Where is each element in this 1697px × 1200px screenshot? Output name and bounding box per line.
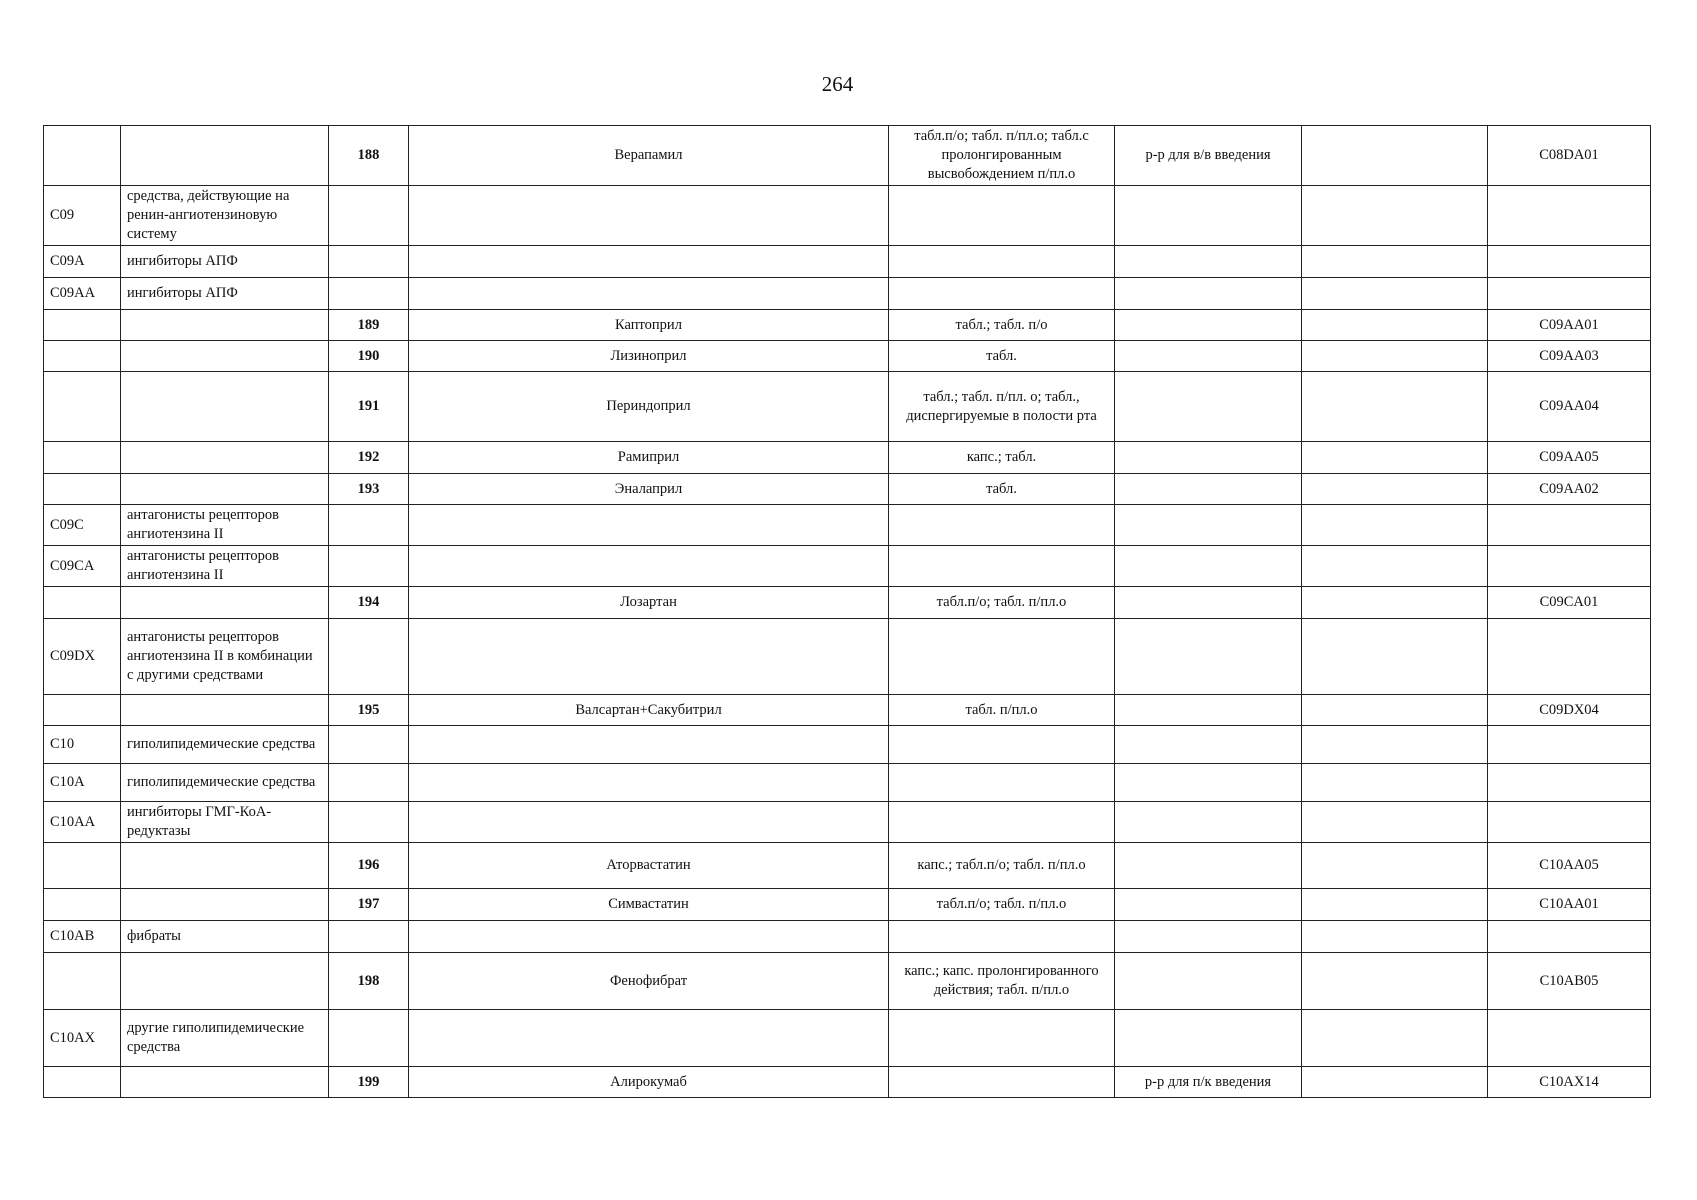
drug-name-cell: Периндоприл <box>409 372 889 442</box>
extra-cell <box>1302 764 1488 802</box>
category-name-cell: антагонисты рецепторов ангиотензина II в комбинации с другими средствами <box>121 619 329 695</box>
drug-name-cell: Симвастатин <box>409 889 889 921</box>
atc-code-cell: C10AA05 <box>1488 843 1651 889</box>
dosage-form-cell: табл. п/пл.о <box>889 695 1115 726</box>
category-name-cell: средства, действующие на ренин-ангиотензиновую систему <box>121 186 329 246</box>
table-row <box>44 474 1651 505</box>
category-name-cell: фибраты <box>121 921 329 953</box>
table-row <box>44 186 1651 246</box>
table-row <box>44 1010 1651 1067</box>
item-number-cell <box>329 186 409 246</box>
atc-code-cell <box>1488 726 1651 764</box>
item-number-cell <box>329 764 409 802</box>
category-code-cell <box>44 442 121 474</box>
dosage-form-cell <box>889 546 1115 587</box>
category-name-cell: ингибиторы ГМГ-КоА-редуктазы <box>121 802 329 843</box>
extra-cell <box>1302 372 1488 442</box>
injection-form-cell <box>1115 546 1302 587</box>
drug-name-cell <box>409 186 889 246</box>
extra-cell <box>1302 505 1488 546</box>
dosage-form-cell: табл. <box>889 341 1115 372</box>
drug-name-cell: Алирокумаб <box>409 1067 889 1098</box>
injection-form-cell <box>1115 953 1302 1010</box>
injection-form-cell <box>1115 802 1302 843</box>
item-number-cell: 190 <box>329 341 409 372</box>
drug-name-cell: Валсартан+Сакубитрил <box>409 695 889 726</box>
dosage-form-cell <box>889 278 1115 310</box>
table-row <box>44 726 1651 764</box>
table-row <box>44 619 1651 695</box>
extra-cell <box>1302 310 1488 341</box>
table-row <box>44 764 1651 802</box>
extra-cell <box>1302 341 1488 372</box>
extra-cell <box>1302 619 1488 695</box>
injection-form-cell <box>1115 1010 1302 1067</box>
drug-name-cell <box>409 764 889 802</box>
table-row <box>44 889 1651 921</box>
item-number-cell <box>329 505 409 546</box>
injection-form-cell <box>1115 505 1302 546</box>
injection-form-cell <box>1115 442 1302 474</box>
dosage-form-cell <box>889 1067 1115 1098</box>
injection-form-cell <box>1115 186 1302 246</box>
drug-name-cell <box>409 921 889 953</box>
injection-form-cell <box>1115 619 1302 695</box>
table-row <box>44 372 1651 442</box>
category-name-cell <box>121 953 329 1010</box>
table-row <box>44 802 1651 843</box>
category-name-cell <box>121 1067 329 1098</box>
category-name-cell <box>121 843 329 889</box>
drug-name-cell <box>409 546 889 587</box>
dosage-form-cell <box>889 246 1115 278</box>
injection-form-cell <box>1115 764 1302 802</box>
drug-name-cell <box>409 278 889 310</box>
injection-form-cell <box>1115 587 1302 619</box>
item-number-cell <box>329 278 409 310</box>
atc-code-cell <box>1488 802 1651 843</box>
drug-name-cell: Фенофибрат <box>409 953 889 1010</box>
injection-form-cell <box>1115 341 1302 372</box>
item-number-cell: 197 <box>329 889 409 921</box>
category-code-cell <box>44 126 121 186</box>
dosage-form-cell: табл.п/о; табл. п/пл.о <box>889 587 1115 619</box>
category-name-cell: гиполипидемические средства <box>121 764 329 802</box>
injection-form-cell: р-р для в/в введения <box>1115 126 1302 186</box>
extra-cell <box>1302 442 1488 474</box>
drug-name-cell: Аторвастатин <box>409 843 889 889</box>
item-number-cell: 198 <box>329 953 409 1010</box>
injection-form-cell <box>1115 246 1302 278</box>
category-name-cell: ингибиторы АПФ <box>121 246 329 278</box>
drug-name-cell <box>409 726 889 764</box>
table-body <box>44 126 1651 1098</box>
injection-form-cell: р-р для п/к введения <box>1115 1067 1302 1098</box>
category-name-cell <box>121 442 329 474</box>
extra-cell <box>1302 695 1488 726</box>
injection-form-cell <box>1115 726 1302 764</box>
dosage-form-cell: табл.п/о; табл. п/пл.о <box>889 889 1115 921</box>
atc-code-cell: C09AA05 <box>1488 442 1651 474</box>
atc-code-cell <box>1488 186 1651 246</box>
atc-code-cell <box>1488 1010 1651 1067</box>
item-number-cell <box>329 726 409 764</box>
atc-code-cell <box>1488 546 1651 587</box>
injection-form-cell <box>1115 310 1302 341</box>
category-name-cell: ингибиторы АПФ <box>121 278 329 310</box>
extra-cell <box>1302 1067 1488 1098</box>
item-number-cell: 199 <box>329 1067 409 1098</box>
dosage-form-cell: табл.; табл. п/о <box>889 310 1115 341</box>
drug-name-cell <box>409 619 889 695</box>
table-row <box>44 442 1651 474</box>
atc-code-cell <box>1488 505 1651 546</box>
extra-cell <box>1302 186 1488 246</box>
item-number-cell <box>329 1010 409 1067</box>
dosage-form-cell <box>889 802 1115 843</box>
atc-code-cell <box>1488 764 1651 802</box>
drug-name-cell: Каптоприл <box>409 310 889 341</box>
drug-name-cell: Лозартан <box>409 587 889 619</box>
item-number-cell: 192 <box>329 442 409 474</box>
category-code-cell: C10AA <box>44 802 121 843</box>
item-number-cell: 194 <box>329 587 409 619</box>
drug-name-cell: Лизиноприл <box>409 341 889 372</box>
injection-form-cell <box>1115 921 1302 953</box>
category-name-cell <box>121 372 329 442</box>
extra-cell <box>1302 546 1488 587</box>
atc-code-cell <box>1488 619 1651 695</box>
atc-code-cell: C09AA04 <box>1488 372 1651 442</box>
category-code-cell <box>44 587 121 619</box>
dosage-form-cell: капс.; табл.п/о; табл. п/пл.о <box>889 843 1115 889</box>
dosage-form-cell: капс.; табл. <box>889 442 1115 474</box>
extra-cell <box>1302 126 1488 186</box>
table-row <box>44 246 1651 278</box>
table-row <box>44 505 1651 546</box>
category-name-cell: гиполипидемические средства <box>121 726 329 764</box>
dosage-form-cell <box>889 921 1115 953</box>
atc-code-cell: C09AA03 <box>1488 341 1651 372</box>
item-number-cell <box>329 802 409 843</box>
atc-code-cell <box>1488 246 1651 278</box>
drug-name-cell <box>409 1010 889 1067</box>
injection-form-cell <box>1115 695 1302 726</box>
category-code-cell: C09 <box>44 186 121 246</box>
table-row <box>44 278 1651 310</box>
item-number-cell <box>329 921 409 953</box>
drug-name-cell <box>409 505 889 546</box>
category-code-cell: C09A <box>44 246 121 278</box>
extra-cell <box>1302 278 1488 310</box>
atc-code-cell: C10AA01 <box>1488 889 1651 921</box>
category-code-cell <box>44 1067 121 1098</box>
drug-name-cell <box>409 802 889 843</box>
page-number: 264 <box>821 72 854 96</box>
drug-table <box>43 125 1651 1098</box>
category-code-cell <box>44 341 121 372</box>
extra-cell <box>1302 843 1488 889</box>
category-code-cell <box>44 474 121 505</box>
category-name-cell <box>121 341 329 372</box>
category-name-cell: антагонисты рецепторов ангиотензина II <box>121 546 329 587</box>
atc-code-cell: C10AB05 <box>1488 953 1651 1010</box>
category-code-cell <box>44 310 121 341</box>
extra-cell <box>1302 802 1488 843</box>
category-name-cell <box>121 474 329 505</box>
extra-cell <box>1302 921 1488 953</box>
item-number-cell: 189 <box>329 310 409 341</box>
table-row <box>44 695 1651 726</box>
table-row <box>44 843 1651 889</box>
dosage-form-cell: капс.; капс. пролонгированного действия; табл. п/пл.о <box>889 953 1115 1010</box>
category-code-cell: C09DX <box>44 619 121 695</box>
dosage-form-cell: табл. <box>889 474 1115 505</box>
dosage-form-cell <box>889 726 1115 764</box>
table-row <box>44 310 1651 341</box>
atc-code-cell: C09DX04 <box>1488 695 1651 726</box>
dosage-form-cell <box>889 505 1115 546</box>
category-code-cell: C09C <box>44 505 121 546</box>
item-number-cell: 195 <box>329 695 409 726</box>
category-code-cell: C10 <box>44 726 121 764</box>
drug-name-cell: Рамиприл <box>409 442 889 474</box>
extra-cell <box>1302 587 1488 619</box>
extra-cell <box>1302 474 1488 505</box>
category-code-cell <box>44 889 121 921</box>
category-name-cell <box>121 889 329 921</box>
table-row <box>44 126 1651 186</box>
table-row <box>44 341 1651 372</box>
extra-cell <box>1302 726 1488 764</box>
extra-cell <box>1302 1010 1488 1067</box>
injection-form-cell <box>1115 278 1302 310</box>
category-code-cell <box>44 843 121 889</box>
injection-form-cell <box>1115 474 1302 505</box>
dosage-form-cell: табл.; табл. п/пл. о; табл., диспергируемые в полости рта <box>889 372 1115 442</box>
atc-code-cell: C09AA01 <box>1488 310 1651 341</box>
category-name-cell <box>121 587 329 619</box>
table-row <box>44 587 1651 619</box>
atc-code-cell <box>1488 278 1651 310</box>
category-code-cell: C10AB <box>44 921 121 953</box>
dosage-form-cell: табл.п/о; табл. п/пл.о; табл.с пролонгированным высвобождением п/пл.о <box>889 126 1115 186</box>
drug-name-cell <box>409 246 889 278</box>
category-name-cell: другие гиполипидемические средства <box>121 1010 329 1067</box>
item-number-cell: 188 <box>329 126 409 186</box>
category-code-cell <box>44 953 121 1010</box>
category-name-cell <box>121 310 329 341</box>
extra-cell <box>1302 246 1488 278</box>
dosage-form-cell <box>889 764 1115 802</box>
category-code-cell <box>44 372 121 442</box>
category-code-cell: C10AX <box>44 1010 121 1067</box>
injection-form-cell <box>1115 889 1302 921</box>
dosage-form-cell <box>889 186 1115 246</box>
category-code-cell: C09CA <box>44 546 121 587</box>
table-row <box>44 921 1651 953</box>
extra-cell <box>1302 889 1488 921</box>
atc-code-cell: C09CA01 <box>1488 587 1651 619</box>
dosage-form-cell <box>889 1010 1115 1067</box>
drug-name-cell: Эналаприл <box>409 474 889 505</box>
table-row <box>44 546 1651 587</box>
table-row <box>44 1067 1651 1098</box>
category-name-cell <box>121 126 329 186</box>
category-code-cell: C09AA <box>44 278 121 310</box>
extra-cell <box>1302 953 1488 1010</box>
item-number-cell: 191 <box>329 372 409 442</box>
category-name-cell: антагонисты рецепторов ангиотензина II <box>121 505 329 546</box>
item-number-cell <box>329 246 409 278</box>
atc-code-cell: C08DA01 <box>1488 126 1651 186</box>
dosage-form-cell <box>889 619 1115 695</box>
table-row <box>44 953 1651 1010</box>
atc-code-cell: C10AX14 <box>1488 1067 1651 1098</box>
category-code-cell <box>44 695 121 726</box>
injection-form-cell <box>1115 372 1302 442</box>
atc-code-cell <box>1488 921 1651 953</box>
atc-code-cell: C09AA02 <box>1488 474 1651 505</box>
item-number-cell: 193 <box>329 474 409 505</box>
category-code-cell: C10A <box>44 764 121 802</box>
injection-form-cell <box>1115 843 1302 889</box>
category-name-cell <box>121 695 329 726</box>
item-number-cell: 196 <box>329 843 409 889</box>
item-number-cell <box>329 619 409 695</box>
drug-name-cell: Верапамил <box>409 126 889 186</box>
item-number-cell <box>329 546 409 587</box>
